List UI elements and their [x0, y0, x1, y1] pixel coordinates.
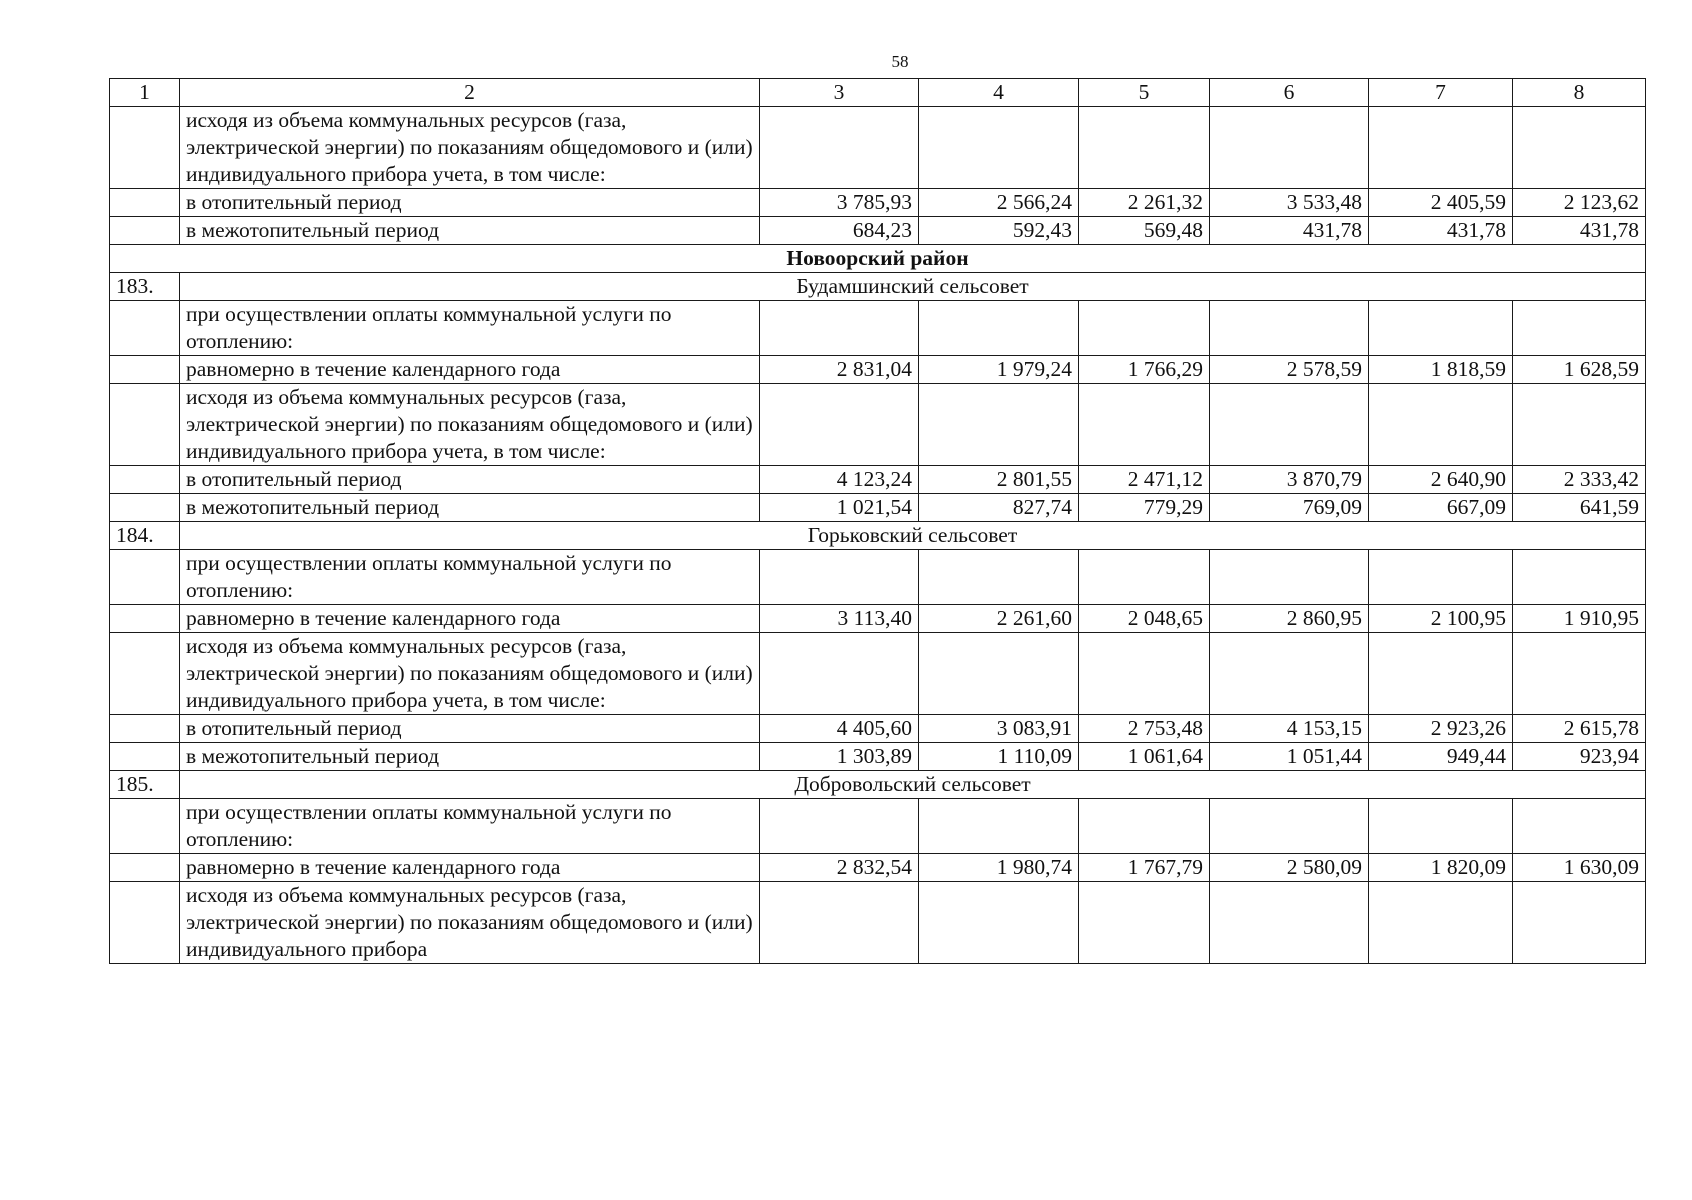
header-cell: 5	[1079, 79, 1210, 107]
value-cell: 2 615,78	[1513, 715, 1646, 743]
row-index	[110, 384, 180, 466]
row-index	[110, 854, 180, 882]
value-cell: 3 083,91	[919, 715, 1079, 743]
value-cell	[1513, 633, 1646, 715]
value-cell: 2 753,48	[1079, 715, 1210, 743]
value-cell: 1 766,29	[1079, 356, 1210, 384]
value-cell	[1369, 633, 1513, 715]
value-cell: 949,44	[1369, 743, 1513, 771]
row-index	[110, 605, 180, 633]
value-cell	[919, 550, 1079, 605]
row-label: исходя из объема коммунальных ресурсов (газа, электрической энергии) по показаниям общедомового и (или) индивидуального прибора учета, в том числе:	[180, 384, 760, 466]
table-body	[110, 79, 1646, 964]
row-index	[110, 107, 180, 189]
row-label: равномерно в течение календарного года	[180, 605, 760, 633]
value-cell: 2 923,26	[1369, 715, 1513, 743]
table-row	[110, 356, 1646, 384]
value-cell	[760, 384, 919, 466]
section-title: Будамшинский сельсовет	[180, 273, 1646, 301]
table-row	[110, 466, 1646, 494]
row-label: в отопительный период	[180, 715, 760, 743]
value-cell	[1369, 550, 1513, 605]
header-cell: 8	[1513, 79, 1646, 107]
value-cell: 827,74	[919, 494, 1079, 522]
row-label: в межотопительный период	[180, 494, 760, 522]
value-cell	[1210, 550, 1369, 605]
row-label: в отопительный период	[180, 189, 760, 217]
header-cell: 6	[1210, 79, 1369, 107]
value-cell: 431,78	[1513, 217, 1646, 245]
row-label: исходя из объема коммунальных ресурсов (газа, электрической энергии) по показаниям общедомового и (или) индивидуального прибора учета, в том числе:	[180, 107, 760, 189]
value-cell: 4 123,24	[760, 466, 919, 494]
value-cell: 2 333,42	[1513, 466, 1646, 494]
value-cell	[1369, 107, 1513, 189]
value-cell	[1079, 384, 1210, 466]
header-cell: 1	[110, 79, 180, 107]
value-cell	[1210, 301, 1369, 356]
section-row	[110, 522, 1646, 550]
row-label: при осуществлении оплаты коммунальной услуги по отоплению:	[180, 799, 760, 854]
value-cell	[919, 799, 1079, 854]
section-index: 184.	[110, 522, 180, 550]
value-cell: 1 767,79	[1079, 854, 1210, 882]
section-title: Добровольский сельсовет	[180, 771, 1646, 799]
value-cell	[1210, 107, 1369, 189]
value-cell: 431,78	[1369, 217, 1513, 245]
value-cell: 923,94	[1513, 743, 1646, 771]
row-label: в межотопительный период	[180, 217, 760, 245]
value-cell	[919, 301, 1079, 356]
header-cell: 2	[180, 79, 760, 107]
table-row	[110, 854, 1646, 882]
value-cell: 1 061,64	[1079, 743, 1210, 771]
value-cell: 1 628,59	[1513, 356, 1646, 384]
row-index	[110, 466, 180, 494]
table-row	[110, 715, 1646, 743]
value-cell: 592,43	[919, 217, 1079, 245]
value-cell	[1513, 550, 1646, 605]
value-cell: 2 261,60	[919, 605, 1079, 633]
table-row	[110, 550, 1646, 605]
value-cell	[1210, 384, 1369, 466]
table-row	[110, 799, 1646, 854]
section-index: 185.	[110, 771, 180, 799]
value-cell	[1513, 301, 1646, 356]
value-cell: 2 405,59	[1369, 189, 1513, 217]
table-row	[110, 107, 1646, 189]
value-cell: 2 100,95	[1369, 605, 1513, 633]
row-label: при осуществлении оплаты коммунальной услуги по отоплению:	[180, 301, 760, 356]
row-label: в межотопительный период	[180, 743, 760, 771]
value-cell	[1079, 882, 1210, 964]
section-row	[110, 771, 1646, 799]
row-label: исходя из объема коммунальных ресурсов (газа, электрической энергии) по показаниям общедомового и (или) индивидуального прибора	[180, 882, 760, 964]
value-cell: 2 261,32	[1079, 189, 1210, 217]
value-cell: 3 113,40	[760, 605, 919, 633]
value-cell: 1 980,74	[919, 854, 1079, 882]
value-cell	[1210, 882, 1369, 964]
value-cell: 2 566,24	[919, 189, 1079, 217]
value-cell: 2 123,62	[1513, 189, 1646, 217]
value-cell: 2 832,54	[760, 854, 919, 882]
value-cell	[760, 301, 919, 356]
page-number: 58	[891, 52, 909, 71]
value-cell: 1 110,09	[919, 743, 1079, 771]
row-index	[110, 301, 180, 356]
table-row	[110, 189, 1646, 217]
table-row	[110, 494, 1646, 522]
value-cell: 1 820,09	[1369, 854, 1513, 882]
row-index	[110, 217, 180, 245]
row-index	[110, 882, 180, 964]
value-cell	[919, 882, 1079, 964]
value-cell: 3 870,79	[1210, 466, 1369, 494]
value-cell: 779,29	[1079, 494, 1210, 522]
row-index	[110, 494, 180, 522]
value-cell: 1 818,59	[1369, 356, 1513, 384]
value-cell: 3 785,93	[760, 189, 919, 217]
value-cell	[760, 633, 919, 715]
value-cell: 2 640,90	[1369, 466, 1513, 494]
value-cell	[1513, 882, 1646, 964]
value-cell: 2 578,59	[1210, 356, 1369, 384]
value-cell: 1 051,44	[1210, 743, 1369, 771]
row-index	[110, 715, 180, 743]
value-cell: 1 979,24	[919, 356, 1079, 384]
value-cell	[760, 107, 919, 189]
value-cell: 1 021,54	[760, 494, 919, 522]
value-cell	[1079, 550, 1210, 605]
value-cell: 2 801,55	[919, 466, 1079, 494]
table-row	[110, 384, 1646, 466]
value-cell: 1 630,09	[1513, 854, 1646, 882]
header-cell: 4	[919, 79, 1079, 107]
value-cell	[1210, 633, 1369, 715]
value-cell: 4 153,15	[1210, 715, 1369, 743]
value-cell: 569,48	[1079, 217, 1210, 245]
value-cell	[1079, 107, 1210, 189]
table-row	[110, 882, 1646, 964]
section-row	[110, 273, 1646, 301]
value-cell: 667,09	[1369, 494, 1513, 522]
value-cell	[1210, 799, 1369, 854]
value-cell	[1513, 107, 1646, 189]
row-label: в отопительный период	[180, 466, 760, 494]
value-cell	[1079, 633, 1210, 715]
value-cell	[760, 550, 919, 605]
row-index	[110, 743, 180, 771]
header-cell: 3	[760, 79, 919, 107]
value-cell	[1369, 301, 1513, 356]
value-cell: 2 048,65	[1079, 605, 1210, 633]
section-title: Горьковский сельсовет	[180, 522, 1646, 550]
value-cell: 769,09	[1210, 494, 1369, 522]
district-row	[110, 245, 1646, 273]
value-cell	[919, 384, 1079, 466]
value-cell: 431,78	[1210, 217, 1369, 245]
value-cell: 4 405,60	[760, 715, 919, 743]
row-index	[110, 550, 180, 605]
value-cell: 2 580,09	[1210, 854, 1369, 882]
table-row	[110, 605, 1646, 633]
row-index	[110, 189, 180, 217]
value-cell	[1513, 384, 1646, 466]
table-row	[110, 217, 1646, 245]
row-label: равномерно в течение календарного года	[180, 854, 760, 882]
value-cell	[919, 107, 1079, 189]
value-cell	[1513, 799, 1646, 854]
value-cell	[1369, 799, 1513, 854]
row-label: при осуществлении оплаты коммунальной услуги по отоплению:	[180, 550, 760, 605]
row-index	[110, 799, 180, 854]
value-cell	[760, 882, 919, 964]
header-cell: 7	[1369, 79, 1513, 107]
value-cell: 1 303,89	[760, 743, 919, 771]
district-title: Новоорский район	[110, 245, 1646, 273]
value-cell: 2 471,12	[1079, 466, 1210, 494]
table-row	[110, 743, 1646, 771]
header-row	[110, 79, 1646, 107]
tariff-table	[109, 78, 1646, 964]
row-index	[110, 356, 180, 384]
value-cell: 3 533,48	[1210, 189, 1369, 217]
section-index: 183.	[110, 273, 180, 301]
row-label: исходя из объема коммунальных ресурсов (газа, электрической энергии) по показаниям общедомового и (или) индивидуального прибора учета, в том числе:	[180, 633, 760, 715]
value-cell: 1 910,95	[1513, 605, 1646, 633]
value-cell: 2 831,04	[760, 356, 919, 384]
row-index	[110, 633, 180, 715]
value-cell: 684,23	[760, 217, 919, 245]
value-cell	[1369, 882, 1513, 964]
table-row	[110, 633, 1646, 715]
value-cell	[1079, 301, 1210, 356]
value-cell	[1369, 384, 1513, 466]
value-cell	[760, 799, 919, 854]
value-cell	[919, 633, 1079, 715]
table-row	[110, 301, 1646, 356]
value-cell	[1079, 799, 1210, 854]
value-cell: 2 860,95	[1210, 605, 1369, 633]
value-cell: 641,59	[1513, 494, 1646, 522]
row-label: равномерно в течение календарного года	[180, 356, 760, 384]
